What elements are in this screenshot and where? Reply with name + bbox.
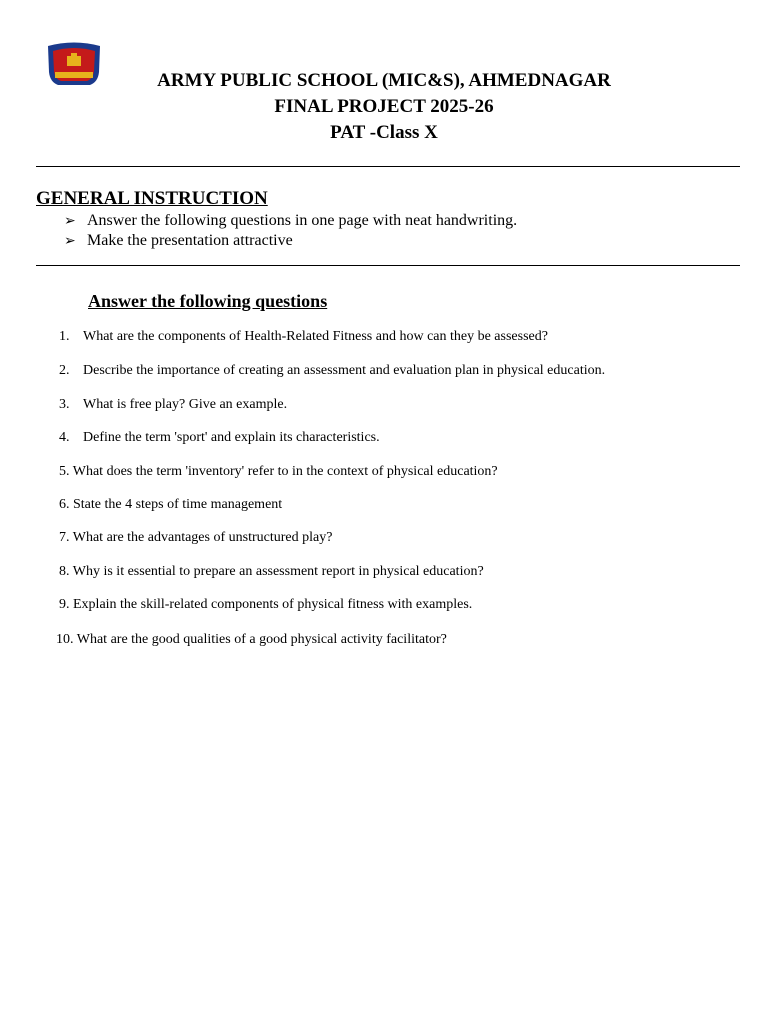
question-item bbox=[59, 429, 380, 447]
instruction-text: Answer the following questions in one page with neat handwriting. bbox=[87, 212, 518, 229]
question-number: 2. bbox=[59, 363, 70, 378]
general-instruction-heading: GENERAL INSTRUCTION bbox=[36, 188, 268, 209]
arrowhead-bullet-icon: ➢ bbox=[64, 234, 76, 249]
question-text: What are the components of Health-Related Fitness and how can they be assessed? bbox=[83, 329, 548, 344]
instruction-text: Make the presentation attractive bbox=[87, 232, 293, 249]
question-number: 8. bbox=[59, 564, 70, 579]
arrowhead-bullet-icon: ➢ bbox=[64, 214, 76, 229]
question-number: 7. bbox=[59, 530, 70, 545]
question-number: 9. bbox=[59, 597, 70, 612]
question-item bbox=[59, 563, 484, 581]
question-item bbox=[59, 396, 287, 414]
question-text: Explain the skill-related components of physical fitness with examples. bbox=[73, 597, 473, 612]
project-title: FINAL PROJECT 2025-26 bbox=[274, 96, 494, 117]
divider-bottom bbox=[36, 265, 740, 266]
question-item bbox=[59, 328, 548, 346]
question-text: What is free play? Give an example. bbox=[83, 397, 288, 412]
question-text: What does the term 'inventory' refer to in the context of physical education? bbox=[72, 464, 498, 479]
question-number: 1. bbox=[59, 329, 70, 344]
question-number: 3. bbox=[59, 397, 70, 412]
question-text: What are the advantages of unstructured play? bbox=[72, 530, 333, 545]
question-item bbox=[59, 529, 332, 547]
question-item bbox=[56, 631, 447, 649]
question-number: 10. bbox=[56, 632, 74, 647]
school-name: ARMY PUBLIC SCHOOL (MIC&S), AHMEDNAGAR bbox=[157, 70, 611, 91]
instruction-item bbox=[64, 211, 517, 232]
class-title: PAT -Class X bbox=[330, 122, 438, 143]
question-item bbox=[59, 596, 472, 614]
question-text: State the 4 steps of time management bbox=[73, 497, 283, 512]
question-number: 4. bbox=[59, 430, 70, 445]
question-number: 6. bbox=[59, 497, 70, 512]
question-item bbox=[59, 496, 282, 514]
question-item bbox=[59, 463, 498, 481]
question-text: What are the good qualities of a good physical activity facilitator? bbox=[76, 632, 447, 647]
instruction-item bbox=[64, 231, 293, 252]
question-number: 5. bbox=[59, 464, 70, 479]
question-text: Define the term 'sport' and explain its characteristics. bbox=[83, 430, 380, 445]
question-text: Why is it essential to prepare an assessment report in physical education? bbox=[72, 564, 484, 579]
question-text: Describe the importance of creating an assessment and evaluation plan in physical education. bbox=[83, 363, 606, 378]
divider-top bbox=[36, 166, 740, 167]
questions-heading: Answer the following questions bbox=[88, 291, 328, 311]
question-item bbox=[59, 362, 605, 380]
